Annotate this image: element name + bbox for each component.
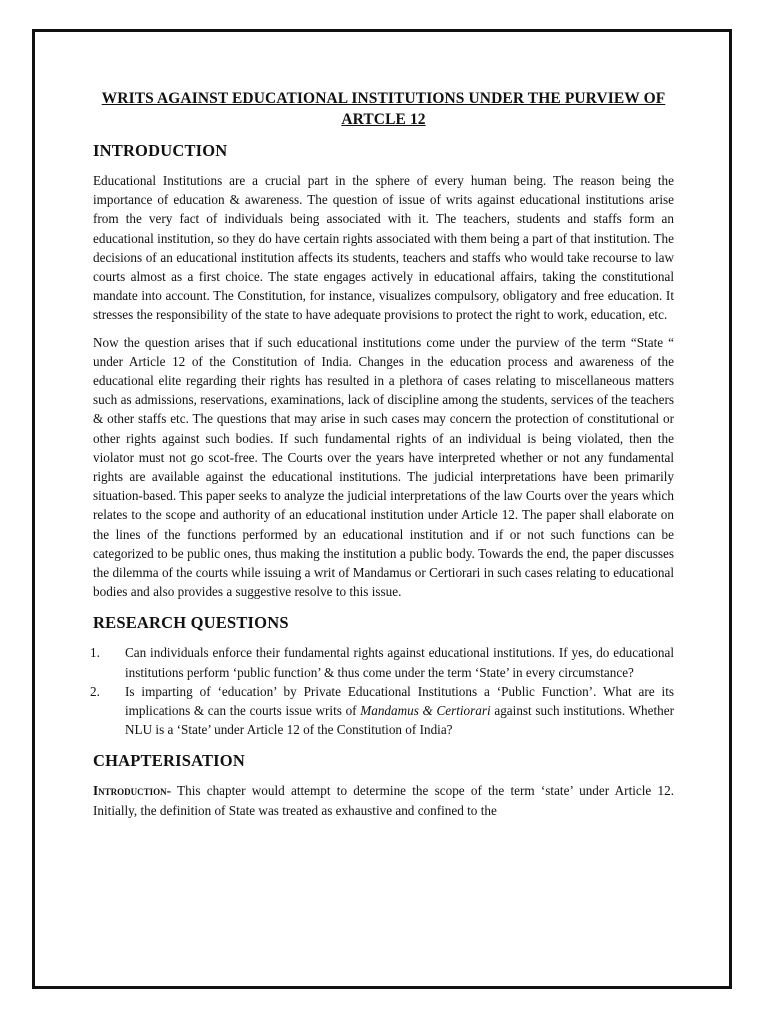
document-body — [90, 88, 674, 828]
introduction-heading: INTRODUCTION — [93, 141, 228, 160]
document-title: WRITS AGAINST EDUCATIONAL INSTITUTIONS UNDER THE PURVIEW OF ARTCLE 12 — [101, 90, 666, 128]
chapterisation-text: This chapter would attempt to determine the scope of the term ‘state’ under Article 12. Initially, the definition of State was treated as exhaustive and confined to the — [93, 783, 674, 818]
introduction-paragraph-2: Now the question arises that if such educational institutions come under the purview of the term “State “ under Article 12 of the Constitution of India. Changes in the education process and awareness of the educational elite regarding their rights has resulted in a plethora of cases relating to miscellaneous matters such as admissions, reservations, examinations, lack of discipline among the students, services of the teachers & other staffs etc. The questions that may arise in such cases may concern the protection of constitutional or other rights against such bodies. If such fundamental rights of an individual is being violated, then the violator must not go scot-free. The Courts over the years have interpreted whether or not any fundamental rights are available against the educational institutions. The judicial interpretations have been primarily situation-based. This paper seeks to analyze the judicial interpretations of the law Courts over the years which relates to the scope and authority of an educational institution under Article 12. The paper shall elaborate on the lines of the functions performed by an educational institution and if or not such functions can be categorized to be public ones, thus making the institution a public body. Towards the end, the paper discusses the dilemma of the courts while issuing a writ of Mandamus or Certiorari in such cases relating to educational bodies and also provides a suggestive resolve to this issue. — [93, 334, 674, 600]
chapterisation-paragraph — [93, 781, 674, 819]
list-item-number: 1. — [90, 645, 100, 661]
list-item — [90, 643, 674, 681]
list-item-text: Can individuals enforce their fundamental rights against educational institutions. If yes, do educational institutions perform ‘public function’ & thus come under the term ‘State’ in every circumstance? — [125, 645, 674, 680]
list-item — [90, 682, 674, 740]
list-item-text-before: Is imparting of ‘education’ by Private Educational Institutions a ‘Public Function’. What are its implications & can the courts issue writs of — [125, 683, 674, 719]
chapterisation-lead: Introduction- — [93, 783, 172, 799]
list-item-text-italic: Mandamus & Certiorari — [360, 703, 491, 719]
chapterisation-heading: CHAPTERISATION — [93, 751, 245, 771]
list-item-number: 2. — [90, 683, 100, 699]
research-questions-heading: RESEARCH QUESTIONS — [93, 613, 289, 633]
introduction-paragraph-1: Educational Institutions are a crucial part in the sphere of every human being. The reason being the importance of education & awareness. The question of issue of writs against educational institutions arise from the very fact of individuals being associated with it. The teachers, students and staffs form an educational institution, so they do have certain rights associated with them being a part of that institution. The decisions of an educational institution affects its students, teachers and staffs who would take recourse to law courts almost as a first choice. The state engages actively in educational affairs, taking the constitutional mandate into account. The Constitution, for instance, visualizes compulsory, obligatory and free education. It stresses the responsibility of the state to have adequate provisions to protect the right to work, education, etc. — [93, 173, 674, 323]
research-questions-list — [90, 643, 674, 739]
list-item-text-after: against such institutions. Whether NLU is a ‘State’ under Article 12 of the Constitution of India? — [125, 703, 674, 738]
